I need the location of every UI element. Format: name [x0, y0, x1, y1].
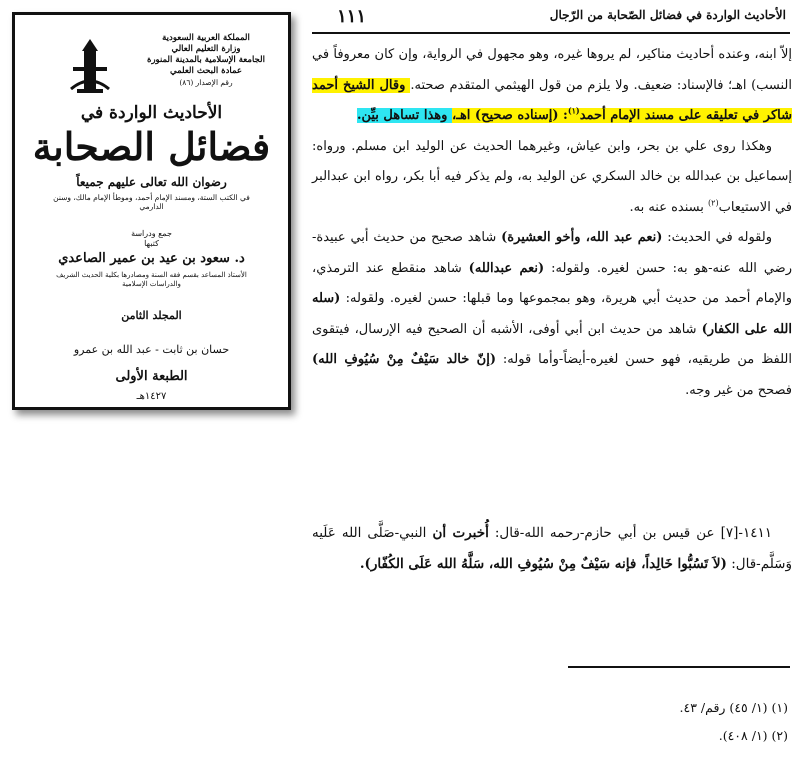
footnotes: [308, 694, 788, 750]
paragraph-text: إلاّ ابنه، وعنده أحاديث مناكير، لم يروها غيره، وهو مجهول في الرواية، وإن كان معروفاً في النسب) اهـ؛ فالإسناد: ضعيف. ولا يلزم من قول الهيثمي المتقدم صحته.: [312, 47, 793, 93]
cover-description: في الكتب الستة، ومسند الإمام أحمد، وموطأ الإمام مالك، وسنن الدارمي: [53, 193, 250, 211]
cover-ministry-header: [146, 33, 266, 88]
cover-intro-text: الأحاديث الواردة في: [80, 103, 223, 123]
footnote-divider: [568, 666, 790, 668]
footnote-ref: (١): [567, 105, 580, 116]
body-text: [312, 40, 792, 406]
hadith-quote: (نعم عبدالله): [468, 260, 545, 276]
cover-header-line: المملكة العربية السعودية: [162, 33, 250, 43]
paragraph-3: [312, 223, 792, 406]
paragraph-text: شاهد صحيح من حديث أبي عبيدة-رضي الله عنه-هو به: حسن لغيره. ولقوله:: [312, 230, 793, 276]
footnote: (١) (١/ ٤٥) رقم/ ٤٣.: [679, 700, 788, 715]
footnote-ref: (٢): [708, 198, 719, 208]
cyan-highlight: وهذا تساهل بيِّن.: [356, 108, 452, 123]
hadith-quote: (سله الله على الكفار): [312, 291, 792, 337]
highlighted-text: : (إسناده صحيح) اهـ،: [451, 108, 568, 123]
hadith-text: النبي-صَلَّى الله عَلَيه وَسَلَّم-قال:: [312, 525, 792, 572]
header-divider: [312, 32, 790, 34]
hadith-text: ١٤١١-[٧] عن قيس بن أبي حازم-رحمه الله-قال:: [488, 525, 772, 541]
paragraph-text: بسنده عنه به.: [629, 199, 709, 215]
highlighted-text: وقال الشيخ أحمد شاكر في تعليقه على مسند الإمام أحمد: [312, 77, 792, 123]
cover-edition: الطبعة الأولى: [115, 369, 188, 384]
paragraph-text: شاهد منقطع عند الترمذي، والإمام أحمد من حديث أبي هريرة، وهو بمجموعها وما قبلها: حسن لغيره. ولقوله:: [312, 260, 792, 306]
paragraph-text: فصحح من غير وجه.: [685, 382, 792, 398]
cover-header-line: وزارة التعليم العالي: [171, 44, 241, 54]
footnote: (٢) (١/ ٤٠٨).: [718, 728, 788, 743]
hadith-quote: (إنّ خالد سَيْفٌ مِنْ سُيُوفِ الله): [312, 352, 496, 367]
page-number: ١١١: [337, 6, 367, 27]
hadith-quote: (لاَ تَسُبُّوا خَالِداً، فإنه سَيْفٌ مِنْ سُيُوفِ الله، سَلَّهُ الله عَلَى الكُفّار).: [359, 556, 727, 572]
cover-header-line: عمادة البحث العلمي: [170, 66, 242, 76]
cover-compiled-line: جمع ودراسة: [131, 229, 172, 238]
cover-section-names: حسان بن ثابت - عبد الله بن عمرو: [73, 343, 230, 356]
running-header: الأحاديث الواردة في فضائل الصّحابة من الرّجال: [549, 8, 786, 22]
hadith-text-bold: أُخبرت أن: [432, 525, 489, 541]
paragraph-text: وهكذا روى علي بن بحر، وابن عياش، وغيرهما الحديث عن الوليد ابن مسلم. ورواه: إسماعيل بن عبدالله بن خالد السكري عن الوليد به، ولم يذكر فيه أبا بكر، رواه ابن عبدالبر في الاستيعاب: [312, 138, 792, 215]
book-cover-image: [12, 12, 291, 410]
hadith-paragraph: [312, 518, 792, 580]
cover-compiled-by: [15, 229, 288, 249]
cover-volume: المجلد الثامن: [121, 309, 182, 322]
hadith-entry: [312, 518, 792, 580]
cover-header-line: رقم الإصدار (٨٦): [179, 78, 233, 87]
paragraph-1: [312, 40, 792, 132]
cover-author: د. سعود بن عيد بن عمير الصاعدي: [58, 251, 245, 266]
university-logo-icon: [67, 37, 113, 95]
cover-title: فضائل الصحابة: [32, 124, 271, 169]
paragraph-text: شاهد من حديث ابن أبي أوفى، الأشبه أن الصحيح فيه الإرسال، فيتقوى اللفظ من طريقيه، فهو حسن لغيره-أيضاً-وأما قوله:: [312, 321, 792, 367]
paragraph-2: [312, 132, 792, 224]
paragraph-text: ولقوله في الحديث:: [662, 230, 772, 245]
cover-subtitle: رضوان الله تعالى عليهم جميعاً: [76, 175, 227, 189]
hadith-quote: (نعم عبد الله، وأخو العشيرة): [501, 230, 663, 245]
cover-year: ١٤٢٧هـ: [136, 391, 167, 402]
cover-header-line: الجامعة الإسلامية بالمدينة المنورة: [147, 55, 265, 65]
cover-compiled-line: كتبها: [144, 239, 159, 248]
cover-author-description: الأستاذ المساعد بقسم فقه السنة ومصادرها بكلية الحديث الشريف والدراسات الإسلامية: [56, 271, 247, 288]
